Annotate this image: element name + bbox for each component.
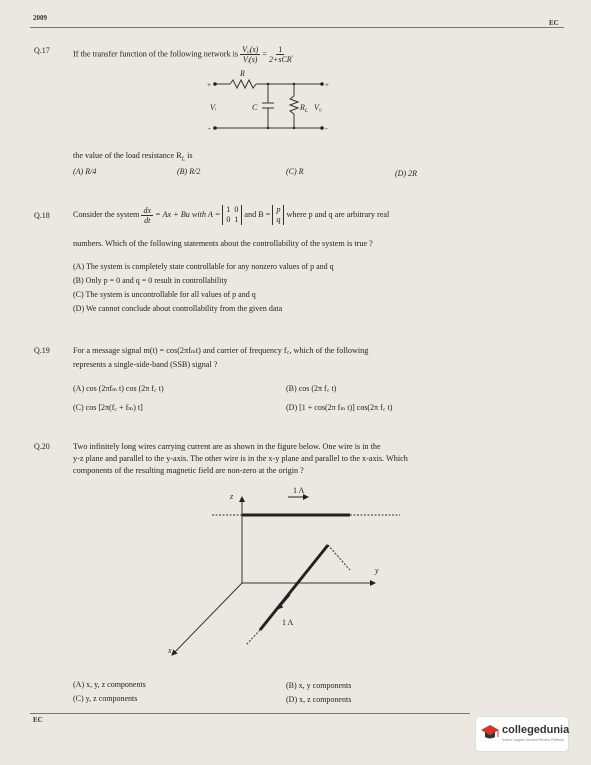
q20-line1: Two infinitely long wires carrying current are as shown in the figure below. One wire is in the (73, 442, 381, 451)
q20-line3: components of the resulting magnetic field are non-zero at the origin ? (73, 466, 304, 475)
header-rule (30, 27, 564, 28)
q19-line1: For a message signal m(t) = cos(2πfₘt) and carrier of frequency f꜀, which of the following (73, 346, 369, 355)
q20-line2: y-z plane and parallel to the y-axis. The other wire is in the x-y plane and parallel to the x-axis. Which (73, 454, 408, 463)
q20-number: Q.20 (34, 442, 50, 451)
q17-tf-lhs: $\frac{\text{V₀(s)}}{\text{Vᵢ(s)}}$ (242, 45, 259, 64)
current-label-bottom: 1 A (282, 618, 294, 627)
q18-matrix-a: 1 0 0 1 (222, 205, 242, 225)
svg-text:+: + (207, 81, 211, 89)
footer-code: EC (33, 716, 43, 724)
current-arrow-bottom-icon (278, 595, 290, 609)
footer-rule (30, 713, 470, 714)
q19-option-d[interactable]: (D) [1 + cos(2π fₘ t)] cos(2π f꜀ t) (286, 403, 393, 412)
circuit-label-rl: $R_L$ (300, 103, 308, 114)
svg-text:+: + (325, 81, 329, 89)
svg-text:x: x (168, 646, 172, 655)
header-code: EC (549, 19, 559, 27)
q20-option-b[interactable]: (B) x, y components (286, 681, 352, 690)
q19-option-a[interactable]: (A) cos (2πfₘ t) cos (2π f꜀ t) (73, 384, 164, 393)
current-label-top: 1 A (293, 486, 305, 495)
brand-name: collegedunia (502, 724, 570, 736)
q17-number: Q.17 (34, 46, 50, 55)
svg-text:y: y (375, 566, 379, 575)
q18-line2: numbers. Which of the following statements about the controllability of the system is true ? (73, 239, 373, 248)
wire-xy-plane (260, 545, 328, 630)
q18-option-c[interactable]: (C) The system is uncontrollable for all values of p and q (73, 290, 256, 299)
q18-option-d[interactable]: (D) We cannot conclude about controllability from the given data (73, 304, 283, 313)
q18-derivative: $\frac{dx}{dt}$ (143, 205, 152, 225)
svg-text:-: - (325, 124, 328, 133)
q19-option-b[interactable]: (B) cos (2π f꜀ t) (286, 384, 337, 393)
svg-text:-: - (208, 124, 211, 133)
q20-option-a[interactable]: (A) x, y, z components (73, 680, 146, 689)
brand-tagline: India's Largest Student Review Platform (502, 738, 565, 742)
q18-matrix-b: p q (272, 205, 284, 225)
graduation-cap-icon (480, 723, 500, 745)
circuit-label-vo: V₀ (314, 103, 322, 112)
q17-stem: If the transfer function of the following network is $\frac{\text{V₀(s)}}{\text{Vᵢ(s)}}$ = $\frac{1}{\text{2+sCR}}$ . (73, 45, 294, 64)
q18-option-b[interactable]: (B) Only p = 0 and q = 0 result in controllability (73, 276, 228, 285)
q17-option-a[interactable]: (A) R/4 (73, 167, 97, 176)
q19-line2: represents a single-side-band (SSB) signal ? (73, 360, 218, 369)
q18-option-a[interactable]: (A) The system is completely state controllable for any nonzero values of p and q (73, 262, 334, 271)
q17-option-c[interactable]: (C) R (286, 167, 304, 176)
brand-logo (476, 717, 568, 751)
q20-wire-figure (160, 485, 420, 665)
circuit-label-c: C (252, 103, 258, 112)
q17-option-d[interactable]: (D) 2R (395, 169, 417, 178)
x-axis (172, 583, 242, 655)
q19-option-c[interactable]: (C) cos [2π(f꜀ + fₘ) t] (73, 403, 143, 412)
svg-text:z: z (230, 492, 234, 501)
q17-circuit-diagram (200, 62, 340, 144)
circuit-label-r: R (240, 69, 245, 78)
circuit-label-vi: Vᵢ (210, 103, 217, 112)
q17-question: the value of the load resistance $R_L$ is (73, 151, 193, 163)
q18-number: Q.18 (34, 211, 50, 220)
q17-tf-rhs: $\frac{1}{\text{2+sCR}}$ (268, 45, 292, 64)
q18-stem: Consider the system $\frac{dx}{dt}$ = Ax + Bu with A = 1 0 0 1 and B = p q where p and q are arbitrary real (73, 205, 390, 225)
resistor-r-icon (230, 80, 256, 88)
q17-option-b[interactable]: (B) R/2 (177, 167, 201, 176)
q20-option-c[interactable]: (C) y, z components (73, 694, 138, 703)
header-year: 2009 (33, 14, 47, 22)
q19-number: Q.19 (34, 346, 50, 355)
q20-option-d[interactable]: (D) x, z components (286, 695, 352, 704)
resistor-rl-icon (290, 96, 298, 114)
